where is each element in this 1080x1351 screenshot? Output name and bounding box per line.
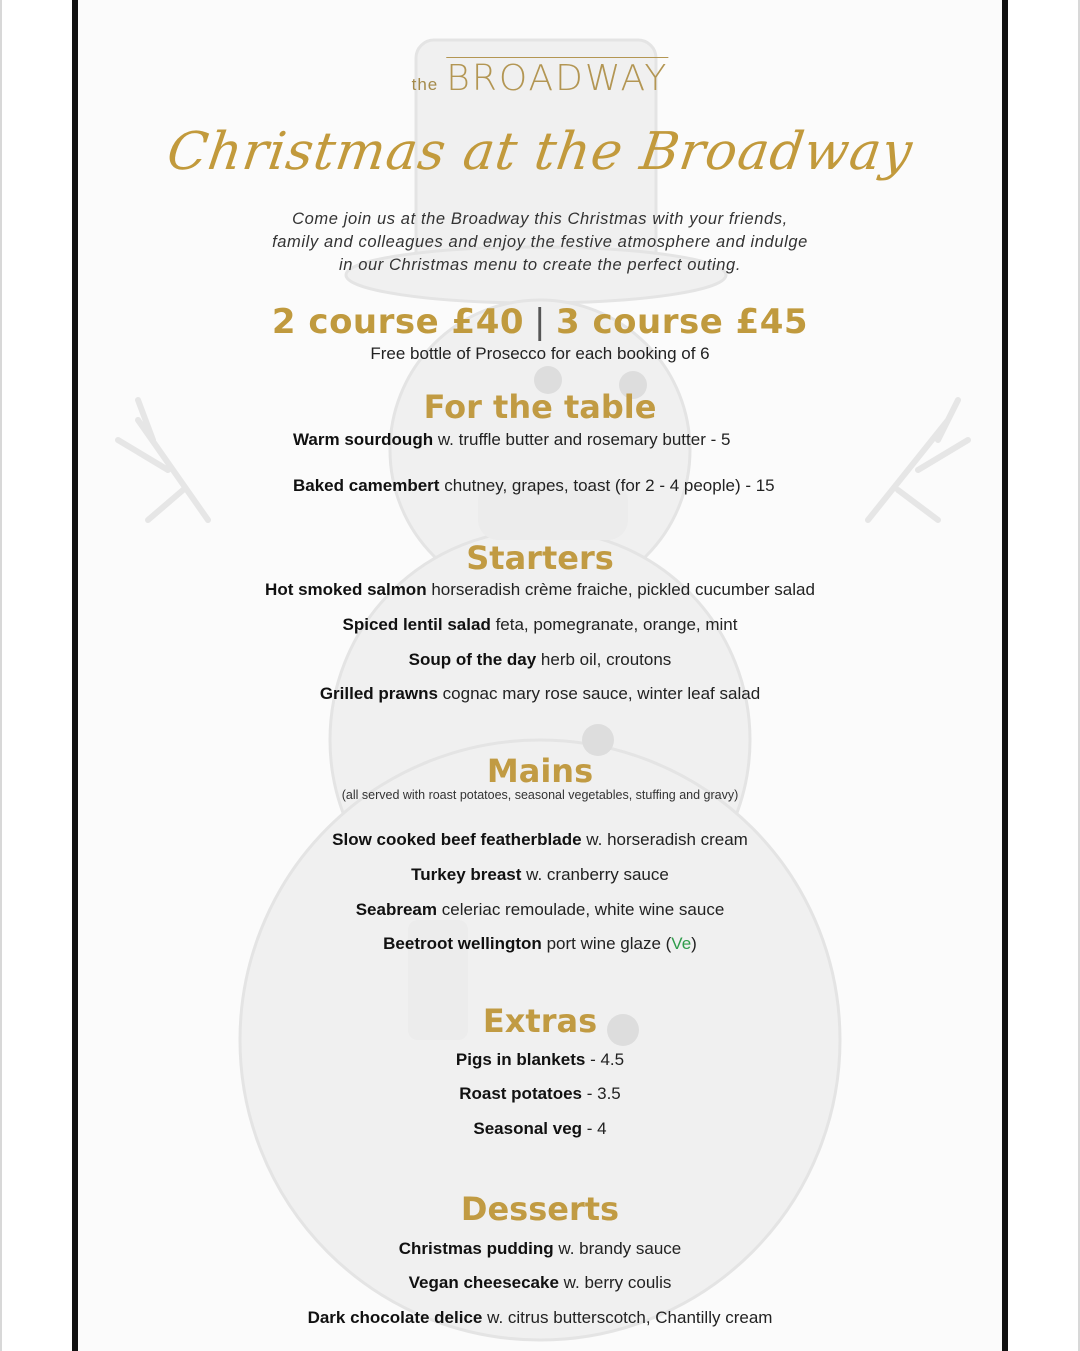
- menu-item: [78, 580, 1002, 600]
- menu-item: [78, 1050, 1002, 1070]
- three-course-price: 3 course £45: [555, 302, 809, 342]
- item-desc: - 4: [586, 1119, 607, 1138]
- intro-line: in our Christmas menu to create the perfect outing.: [338, 256, 742, 274]
- item-desc: w. brandy sauce: [558, 1239, 682, 1258]
- item-desc: w. citrus butterscotch, Chantilly cream: [487, 1308, 773, 1327]
- logo-brand: BROADWAY: [446, 58, 669, 99]
- item-name: Christmas pudding: [398, 1239, 554, 1258]
- menu-item: [78, 830, 1002, 850]
- menu-item: [78, 1308, 1002, 1328]
- prosecco-offer: Free bottle of Prosecco for each booking of 6: [370, 344, 710, 363]
- item-desc: cognac mary rose sauce, winter leaf salad: [442, 684, 761, 703]
- mains-note: (all served with roast potatoes, seasonal vegetables, stuffing and gravy): [341, 788, 739, 802]
- two-course-price: 2 course £40: [271, 302, 525, 342]
- section-heading-for-the-table: For the table: [423, 388, 657, 426]
- menu-item: [293, 430, 993, 450]
- intro-line: Come join us at the Broadway this Christmas with your friends,: [292, 210, 788, 228]
- menu-item: [78, 1084, 1002, 1104]
- item-desc: celeriac remoulade, white wine sauce: [441, 900, 725, 919]
- left-margin: [0, 0, 72, 1351]
- item-desc: w. cranberry sauce: [526, 865, 669, 884]
- menu-content: [78, 0, 1002, 1351]
- item-name: Beetroot wellington: [383, 934, 542, 953]
- price-separator: |: [534, 302, 546, 342]
- item-desc: horseradish crème fraiche, pickled cucumber salad: [431, 580, 815, 599]
- intro-line: family and colleagues and enjoy the festive atmosphere and indulge: [272, 233, 808, 251]
- item-desc: w. truffle butter and rosemary butter - 5: [437, 430, 731, 449]
- intro-text: [78, 208, 1002, 277]
- item-name: Seabream: [355, 900, 437, 919]
- item-name: Warm sourdough: [293, 430, 434, 449]
- menu-item: [78, 934, 1002, 954]
- item-desc-close: ): [691, 934, 697, 953]
- item-name: Slow cooked beef featherblade: [332, 830, 582, 849]
- item-name: Dark chocolate delice: [307, 1308, 483, 1327]
- item-name: Hot smoked salmon: [265, 580, 427, 599]
- item-name: Grilled prawns: [319, 684, 438, 703]
- item-name: Vegan cheesecake: [408, 1273, 559, 1292]
- menu-item: [78, 615, 1002, 635]
- menu-item: [78, 865, 1002, 885]
- item-name: Roast potatoes: [459, 1084, 583, 1103]
- logo-the: the: [411, 75, 439, 94]
- script-title: Christmas at the Broadway: [163, 122, 917, 182]
- vegan-tag: Ve: [671, 934, 692, 953]
- item-desc: - 3.5: [586, 1084, 621, 1103]
- item-name: Turkey breast: [411, 865, 522, 884]
- item-desc: herb oil, croutons: [540, 650, 672, 669]
- section-heading-starters: Starters: [466, 539, 614, 577]
- course-pricing: [78, 302, 1002, 342]
- broadway-logo: [78, 58, 1002, 106]
- item-name: Spiced lentil salad: [342, 615, 491, 634]
- item-desc: - 4.5: [590, 1050, 625, 1069]
- item-name: Baked camembert: [293, 476, 440, 495]
- menu-item: [78, 650, 1002, 670]
- item-desc: w. berry coulis: [563, 1273, 672, 1292]
- menu-page: [72, 0, 1008, 1351]
- item-name: Pigs in blankets: [455, 1050, 586, 1069]
- menu-item: [78, 684, 1002, 704]
- menu-item: [293, 476, 993, 496]
- menu-item: [78, 1273, 1002, 1293]
- right-margin: [1008, 0, 1080, 1351]
- item-name: Soup of the day: [408, 650, 537, 669]
- item-name: Seasonal veg: [473, 1119, 583, 1138]
- item-desc: w. horseradish cream: [586, 830, 748, 849]
- item-desc: port wine glaze (: [546, 934, 672, 953]
- item-desc: feta, pomegranate, orange, mint: [495, 615, 738, 634]
- menu-item: [78, 1239, 1002, 1259]
- section-heading-desserts: Desserts: [460, 1190, 620, 1228]
- item-desc: chutney, grapes, toast (for 2 - 4 people) - 15: [444, 476, 775, 495]
- menu-item: [78, 900, 1002, 920]
- section-heading-mains: Mains: [486, 752, 594, 790]
- section-heading-extras: Extras: [482, 1002, 598, 1040]
- menu-item: [78, 1119, 1002, 1139]
